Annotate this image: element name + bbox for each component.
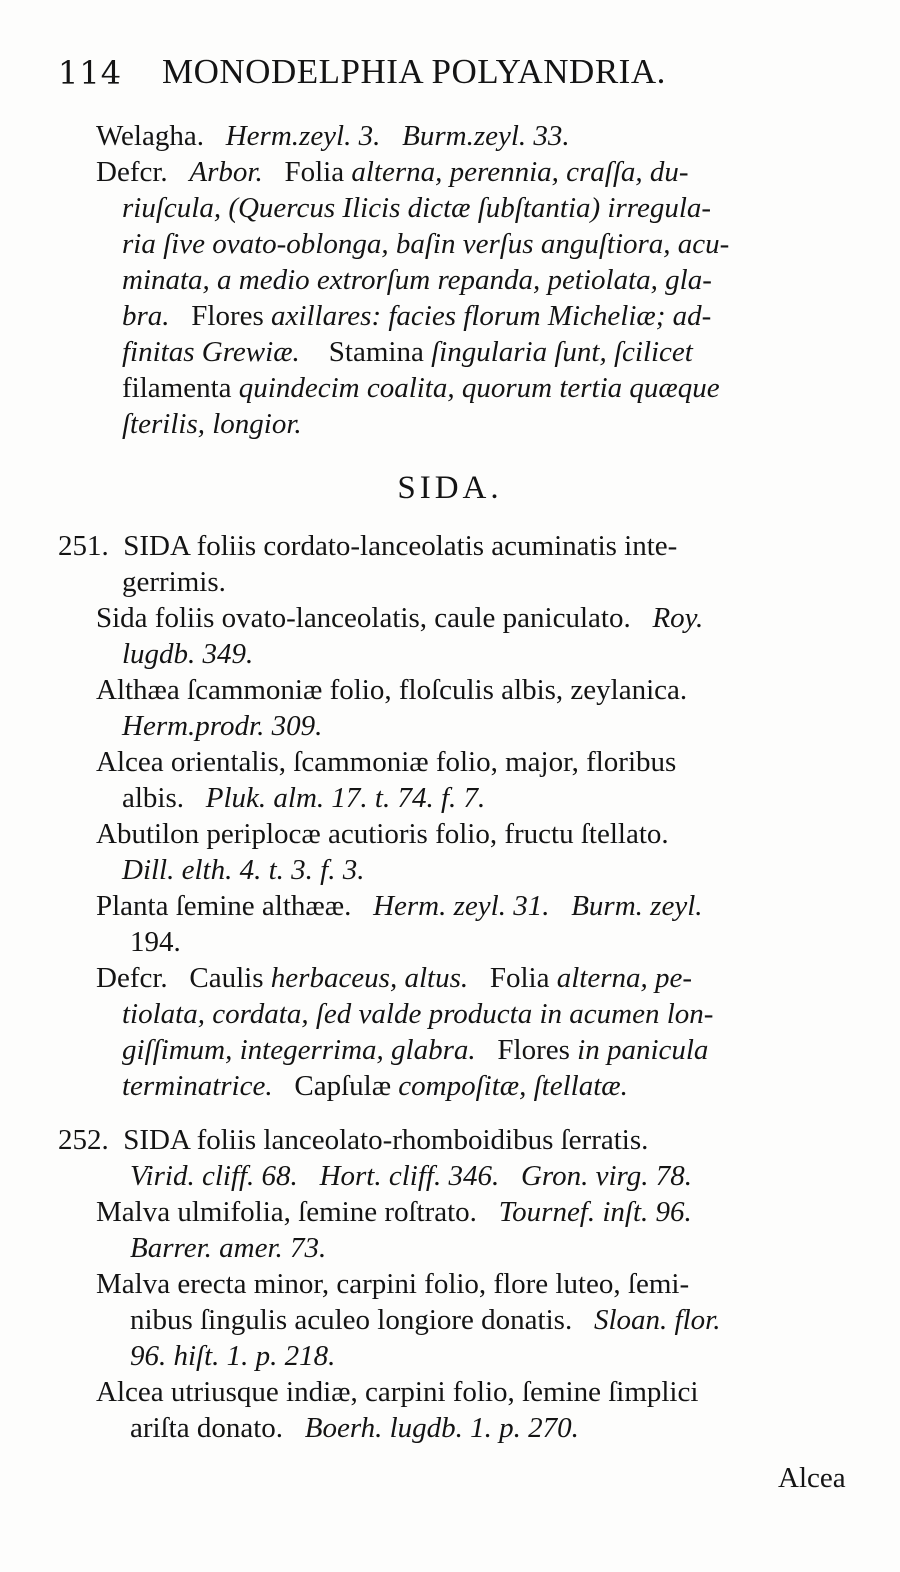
species-252-line-2 [130,1158,692,1194]
description-text: in panicula [577,1034,709,1066]
species-number: 251. [58,530,109,562]
welagha-line-6 [122,298,711,334]
citation: Virid. cliff. 68. [130,1160,298,1192]
citation: Sloan. flor. [593,1304,721,1336]
description-term: Capſulæ [294,1070,392,1102]
description-text: giſſimum, integerrima, glabra. [122,1034,476,1066]
species-251-line-2: gerrimis. [122,566,226,598]
citation: Herm.zeyl. 3. [225,120,381,152]
synonym: nibus ſingulis aculeo longiore donatis. [130,1304,573,1336]
species-252-line-5: Malva erecta minor, carpini folio, flore luteo, ſemi- [96,1268,690,1300]
species-251-line-3 [96,600,703,636]
species-252-line-6 [130,1302,720,1338]
citation: Hort. cliff. 346. [319,1160,500,1192]
description-term: Folia [284,156,345,188]
species-251-line-5: Althæa ſcammoniæ folio, floſculis albis, zeylanica. [96,674,688,706]
species-diagnosis: SIDA foliis cordato-lanceolatis acuminatis inte- [123,530,678,562]
synonym: Sida foliis ovato-lanceolatis, caule paniculato. [96,602,631,634]
page-number: 114 [58,54,123,92]
species-251-line-13 [96,960,692,996]
species-251-line-6: Herm.prodr. 309. [122,710,323,742]
description-term: Caulis [189,962,264,994]
description-text: terminatrice. [122,1070,273,1102]
catchword: Alcea [778,1462,846,1494]
citation: Gron. virg. 78. [520,1160,692,1192]
welagha-line-2 [96,154,689,190]
welagha-line-9: ſterilis, longior. [122,408,302,440]
citation: Tournef. inſt. 96. [498,1196,692,1228]
description-text: compoſitæ, ſtellatæ. [398,1070,628,1102]
synonym: ariſta donato. [130,1412,284,1444]
species-251-line-10: Dill. elth. 4. t. 3. f. 3. [122,854,365,886]
welagha-line-8 [122,370,720,406]
citation: Herm. zeyl. 31. [373,890,550,922]
species-251-line-1 [58,528,677,564]
citation: Roy. [652,602,704,634]
description-text: Arbor. [189,156,263,188]
species-252-line-9 [130,1410,579,1446]
species-251-line-14: tiolata, cordata, ſed valde producta in acumen lon- [122,998,714,1030]
welagha-line-3: riuſcula, (Quercus Ilicis dictæ ſubſtantia) irregula- [122,192,712,224]
species-251-line-12: 194. [130,926,181,958]
genus-heading: SIDA. [397,470,503,506]
species-251-line-8 [122,780,485,816]
synonym-name: Welagha. [96,120,204,152]
species-252-line-4: Barrer. amer. 73. [130,1232,327,1264]
synonym: Malva ulmifolia, ſemine roſtrato. [96,1196,477,1228]
species-252-line-3 [96,1194,692,1230]
species-251-line-11 [96,888,703,924]
species-251-line-15 [122,1032,708,1068]
description-text: ſingularia ſunt, ſcilicet [431,336,693,368]
running-head [58,52,858,102]
species-251-line-16 [122,1068,628,1104]
description-term: Stamina [328,336,424,368]
description-text: bra. [122,300,170,332]
welagha-line-4: ria ſive ovato-oblonga, baſin verſus anguſtiora, acu- [122,228,730,260]
citation: Pluk. alm. 17. t. 74. f. 7. [205,782,486,814]
description-text: herbaceus, altus. [270,962,469,994]
synonym: Planta ſemine althææ. [96,890,352,922]
citation: Burm.zeyl. 33. [402,120,570,152]
description-term: Flores [191,300,264,332]
species-252-line-8: Alcea utriusque indiæ, carpini folio, ſemine ſimplici [96,1376,699,1408]
descr-label: Defcr. [96,156,168,188]
running-title: MONODELPHIA POLYANDRIA. [162,52,666,91]
synonym: albis. [122,782,185,814]
species-252-line-7: 96. hiſt. 1. p. 218. [130,1340,336,1372]
species-252-line-1 [58,1122,648,1158]
citation: Boerh. lugdb. 1. p. 270. [304,1412,579,1444]
descr-label: Defcr. [96,962,168,994]
welagha-line-5: minata, a medio extrorſum repanda, petiolata, gla- [122,264,712,296]
description-text: finitas Grewiæ. [122,336,300,368]
description-text: quindecim coalita, quorum tertia quæque [238,372,720,404]
welagha-line-7 [122,334,693,370]
species-251-line-7: Alcea orientalis, ſcammoniæ folio, major, floribus [96,746,677,778]
citation: Burm. zeyl. [571,890,703,922]
description-term: filamenta [122,372,232,404]
description-text: alterna, pe- [556,962,693,994]
description-text: axillares: facies florum Micheliæ; ad- [271,300,712,332]
description-term: Flores [497,1034,570,1066]
description-text: alterna, perennia, craſſa, du- [351,156,689,188]
description-term: Folia [489,962,550,994]
species-diagnosis: SIDA foliis lanceolato-rhomboidibus ſerratis. [123,1124,649,1156]
species-number: 252. [58,1124,109,1156]
species-251-line-4: lugdb. 349. [122,638,254,670]
welagha-line-1 [96,118,570,154]
species-251-line-9: Abutilon periplocæ acutioris folio, fructu ſtellato. [96,818,669,850]
